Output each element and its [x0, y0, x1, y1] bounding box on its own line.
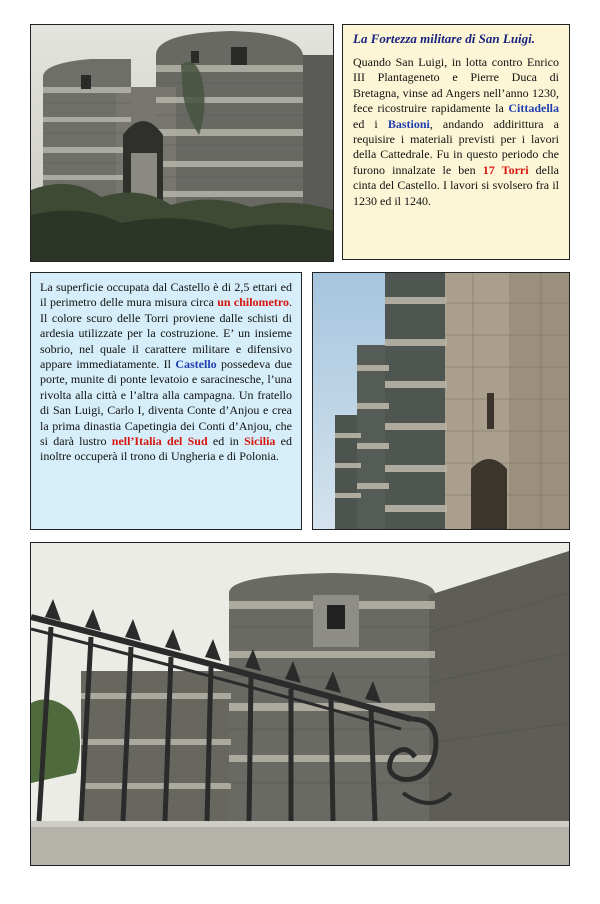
towers-row-photo	[312, 272, 570, 530]
text-segment: della cinta del Castello. I lavori si svolsero fra il 1230 ed il 1240.	[353, 162, 559, 208]
highlight-italia-del-sud: nell’Italia del Sud	[111, 434, 208, 449]
tower-fence-photo	[30, 542, 570, 866]
history-textbox	[342, 24, 570, 260]
text-segment: possedeva due porte, munite di ponte levatoio e saracinesche, l’una rivolta alla città e l’altra alla campagna. Un fratello di San Luigi, Carlo I, diventa Conte d’Anjou e crea la prima dinastia Capetingia dei Conti d’Anjou, che si darà lustro	[40, 357, 292, 449]
highlight-castello: Castello	[175, 357, 217, 372]
text-segment: ed in	[207, 434, 245, 449]
description-paragraph	[40, 280, 292, 465]
highlight-cittadella: Cittadella	[508, 101, 559, 116]
highlight-sicilia: Sicilia	[244, 434, 276, 449]
text-segment: . Il colore scuro delle Torri proviene dalle schisti di ardesia utilizzate per la costruzione. E’ un insieme sobrio, nel quale il carattere militare e difensivo appare immediatamente. Il	[40, 295, 292, 372]
section-title: La Fortezza militare di San Luigi.	[353, 31, 536, 46]
castle-gate-photo	[30, 24, 334, 262]
highlight-chilometro: un chilometro	[217, 295, 289, 310]
text-segment: ed i	[353, 116, 388, 131]
highlight-17-torri: 17 Torri	[482, 162, 529, 177]
text-segment: La superficie occupata dal Castello è di 2,5 ettari ed il perimetro delle mura misura circa	[40, 280, 292, 310]
text-segment: Quando San Luigi, in lotta contro Enrico III Plantageneto e Pierre Duca di Bretagna, vinse ad Angers nell’anno 1230, fece ricostruire rapidamente la	[353, 55, 559, 116]
history-paragraph	[353, 55, 559, 209]
text-segment: ed inoltre occuperà il trono di Ungheria e di Polonia.	[40, 434, 293, 464]
text-segment: , andando addirittura a requisire i materiali previsti per i lavori della Cattedrale. Fu in questo periodo che furono innalzate le ben	[353, 116, 559, 177]
highlight-bastioni: Bastioni	[387, 116, 430, 131]
castle-description-textbox	[30, 272, 302, 530]
